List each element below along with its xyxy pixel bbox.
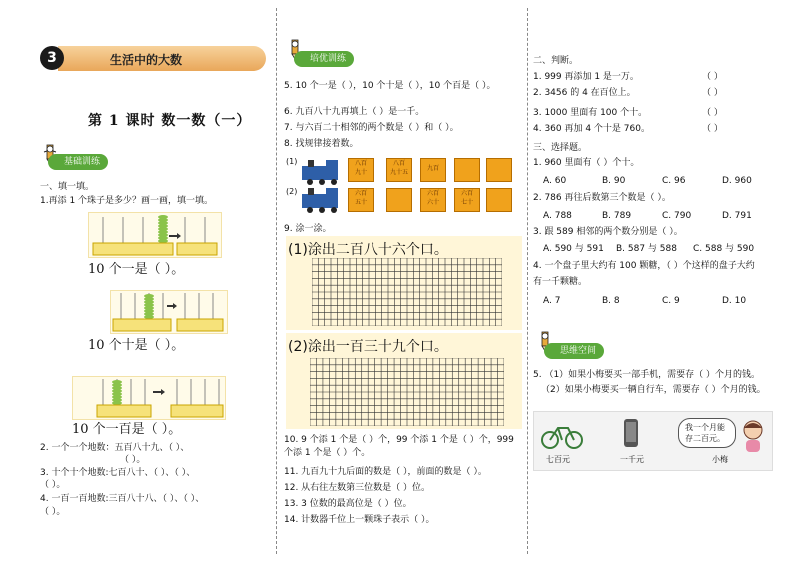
grid-1-title: (1)涂出二百八十六个口。: [288, 242, 448, 258]
question-2-line-2: （ ）。: [120, 455, 146, 465]
abacus-image-3: [72, 376, 226, 420]
question-3-line-1: 3. 十个十个地数:七百八十、（ ）、（ ）、: [40, 468, 196, 478]
train-1-car-3: 九百: [420, 158, 446, 182]
question-11: 11. 九百九十九后面的数是（ ），前面的数是（ ）。: [284, 467, 487, 477]
question-10-line-1: 10. 9 个添 1 个是（ ）个，99 个添 1 个是（ ）个，999: [284, 435, 514, 445]
abacus-caption-2: 10 个十是（ ）。: [88, 338, 185, 353]
choice-3-opt-a[interactable]: A. 590 与 591: [543, 244, 604, 254]
question-14: 14. 计数器千位上一颗珠子表示（ ）。: [284, 515, 435, 525]
grid-2-title: (2)涂出一百三十九个口。: [288, 339, 448, 355]
judge-2-blank[interactable]: （ ）: [702, 88, 723, 98]
section-tag-thinking: 思维空间: [544, 343, 604, 359]
judge-3-blank[interactable]: （ ）: [702, 108, 723, 118]
question-3-line-2: （ ）。: [40, 480, 66, 490]
train-2-car-1: 六百 五十: [348, 188, 374, 212]
choice-3: 3. 跟 589 相邻的两个数分别是（ ）。: [533, 227, 683, 237]
question-4-line-1: 4. 一百一百地数:三百八十八、（ ）、（ ）、: [40, 494, 205, 504]
column-divider-1: [276, 8, 277, 554]
train-1-car-blank-1: [454, 158, 480, 182]
section-fill-in: 一、填一填。: [40, 182, 95, 192]
choice-4-line-2: 有一千颗糖。: [533, 277, 588, 287]
choice-2-opt-d[interactable]: D. 791: [722, 211, 752, 221]
question-8: 8. 找规律接着数。: [284, 139, 359, 149]
judge-2: 2. 3456 的 4 在百位上。: [533, 88, 636, 98]
lesson-title: 第 1 课时 数一数（一）: [88, 113, 252, 129]
bicycle-icon: [540, 420, 584, 450]
question-5-right-line-2: （2）如果小梅要买一辆自行车，需要存（ ）个月的钱。: [541, 385, 766, 395]
coloring-grid-2[interactable]: [310, 358, 504, 426]
question-6: 6. 九百八十九再填上（ ）是一千。: [284, 107, 425, 117]
question-12: 12. 从右往左数第三位数是（ ）位。: [284, 483, 431, 493]
question-5: 5. 10 个一是（ ），10 个十是（ ），10 个百是（ ）。: [284, 81, 496, 91]
girl-avatar-icon: [738, 418, 768, 454]
unit-title: 生活中的大数: [110, 53, 183, 67]
question-1: 1.再添 1 个珠子是多少？画一画，填一填。: [40, 196, 214, 206]
train-engine-1-icon: [300, 158, 346, 186]
phone-price: 一千元: [620, 455, 644, 464]
question-4-line-2: （ ）。: [40, 507, 66, 517]
question-10-line-2: 个添 1 个是（ ）个。: [284, 448, 371, 458]
question-2-line-1: 2. 一个一个地数：五百八十九、（ ）、: [40, 443, 190, 453]
choice-1-opt-a[interactable]: A. 60: [543, 176, 567, 186]
train-2-car-blank-2: [486, 188, 512, 212]
choice-4-opt-a[interactable]: A. 7: [543, 296, 561, 306]
section-choice: 三、选择题。: [533, 143, 588, 153]
train-2-car-3: 六百 七十: [454, 188, 480, 212]
train-1-car-blank-2: [486, 158, 512, 182]
choice-2-opt-a[interactable]: A. 788: [543, 211, 572, 221]
section-tag-advanced: 培优训练: [294, 51, 354, 67]
abacus-caption-1: 10 个一是（ ）。: [88, 262, 185, 277]
choice-2: 2. 786 再往后数第三个数是（ ）。: [533, 193, 671, 203]
train-1-label: (1): [286, 157, 298, 166]
train-2-car-2: 六百 六十: [420, 188, 446, 212]
coloring-grid-1[interactable]: [312, 258, 502, 326]
section-judge: 二、判断。: [533, 56, 579, 66]
choice-2-opt-b[interactable]: B. 789: [602, 211, 632, 221]
judge-1-blank[interactable]: （ ）: [702, 72, 723, 82]
choice-4-line-1: 4. 一个盘子里大约有 100 颗糖，（ ）个这样的盘子大约: [533, 261, 755, 271]
bicycle-price: 七百元: [546, 455, 570, 464]
question-13: 13. 3 位数的最高位是（ ）位。: [284, 499, 412, 509]
train-1-car-2: 八百 九十五: [386, 158, 412, 182]
question-9: 9. 涂一涂。: [284, 224, 332, 234]
choice-1-opt-d[interactable]: D. 960: [722, 176, 752, 186]
choice-3-opt-b[interactable]: B. 587 与 588: [616, 244, 677, 254]
train-engine-2-icon: [300, 186, 346, 214]
judge-4-blank[interactable]: （ ）: [702, 124, 723, 134]
choice-4-opt-d[interactable]: D. 10: [722, 296, 747, 306]
choice-2-opt-c[interactable]: C. 790: [662, 211, 692, 221]
speech-bubble: 我一个月能 存二百元。: [678, 418, 736, 448]
girl-name: 小梅: [712, 455, 728, 464]
section-tag-basic: 基础训练: [48, 154, 108, 170]
choice-1-opt-b[interactable]: B. 90: [602, 176, 626, 186]
unit-number-badge: 3: [40, 46, 64, 70]
choice-4-opt-c[interactable]: C. 9: [662, 296, 680, 306]
abacus-image-1: [88, 212, 222, 258]
question-7: 7. 与六百二十相邻的两个数是（ ）和（ ）。: [284, 123, 459, 133]
train-2-label: (2): [286, 187, 298, 196]
judge-1: 1. 999 再添加 1 是一万。: [533, 72, 639, 82]
question-5-right-line-1: 5. （1）如果小梅要买一部手机，需要存（ ）个月的钱。: [533, 370, 761, 380]
judge-4: 4. 360 再加 4 个十是 760。: [533, 124, 650, 134]
phone-icon: [622, 418, 640, 448]
abacus-caption-3: 10 个一百是（ ）。: [72, 422, 182, 437]
train-2-car-blank-1: [386, 188, 412, 212]
judge-3: 3. 1000 里面有 100 个十。: [533, 108, 648, 118]
choice-4-opt-b[interactable]: B. 8: [602, 296, 620, 306]
abacus-image-2: [110, 290, 228, 334]
column-divider-2: [527, 8, 528, 554]
choice-1-opt-c[interactable]: C. 96: [662, 176, 686, 186]
train-1-car-1: 八百 九十: [348, 158, 374, 182]
choice-3-opt-c[interactable]: C. 588 与 590: [693, 244, 755, 254]
choice-1: 1. 960 里面有（ ）个十。: [533, 158, 640, 168]
